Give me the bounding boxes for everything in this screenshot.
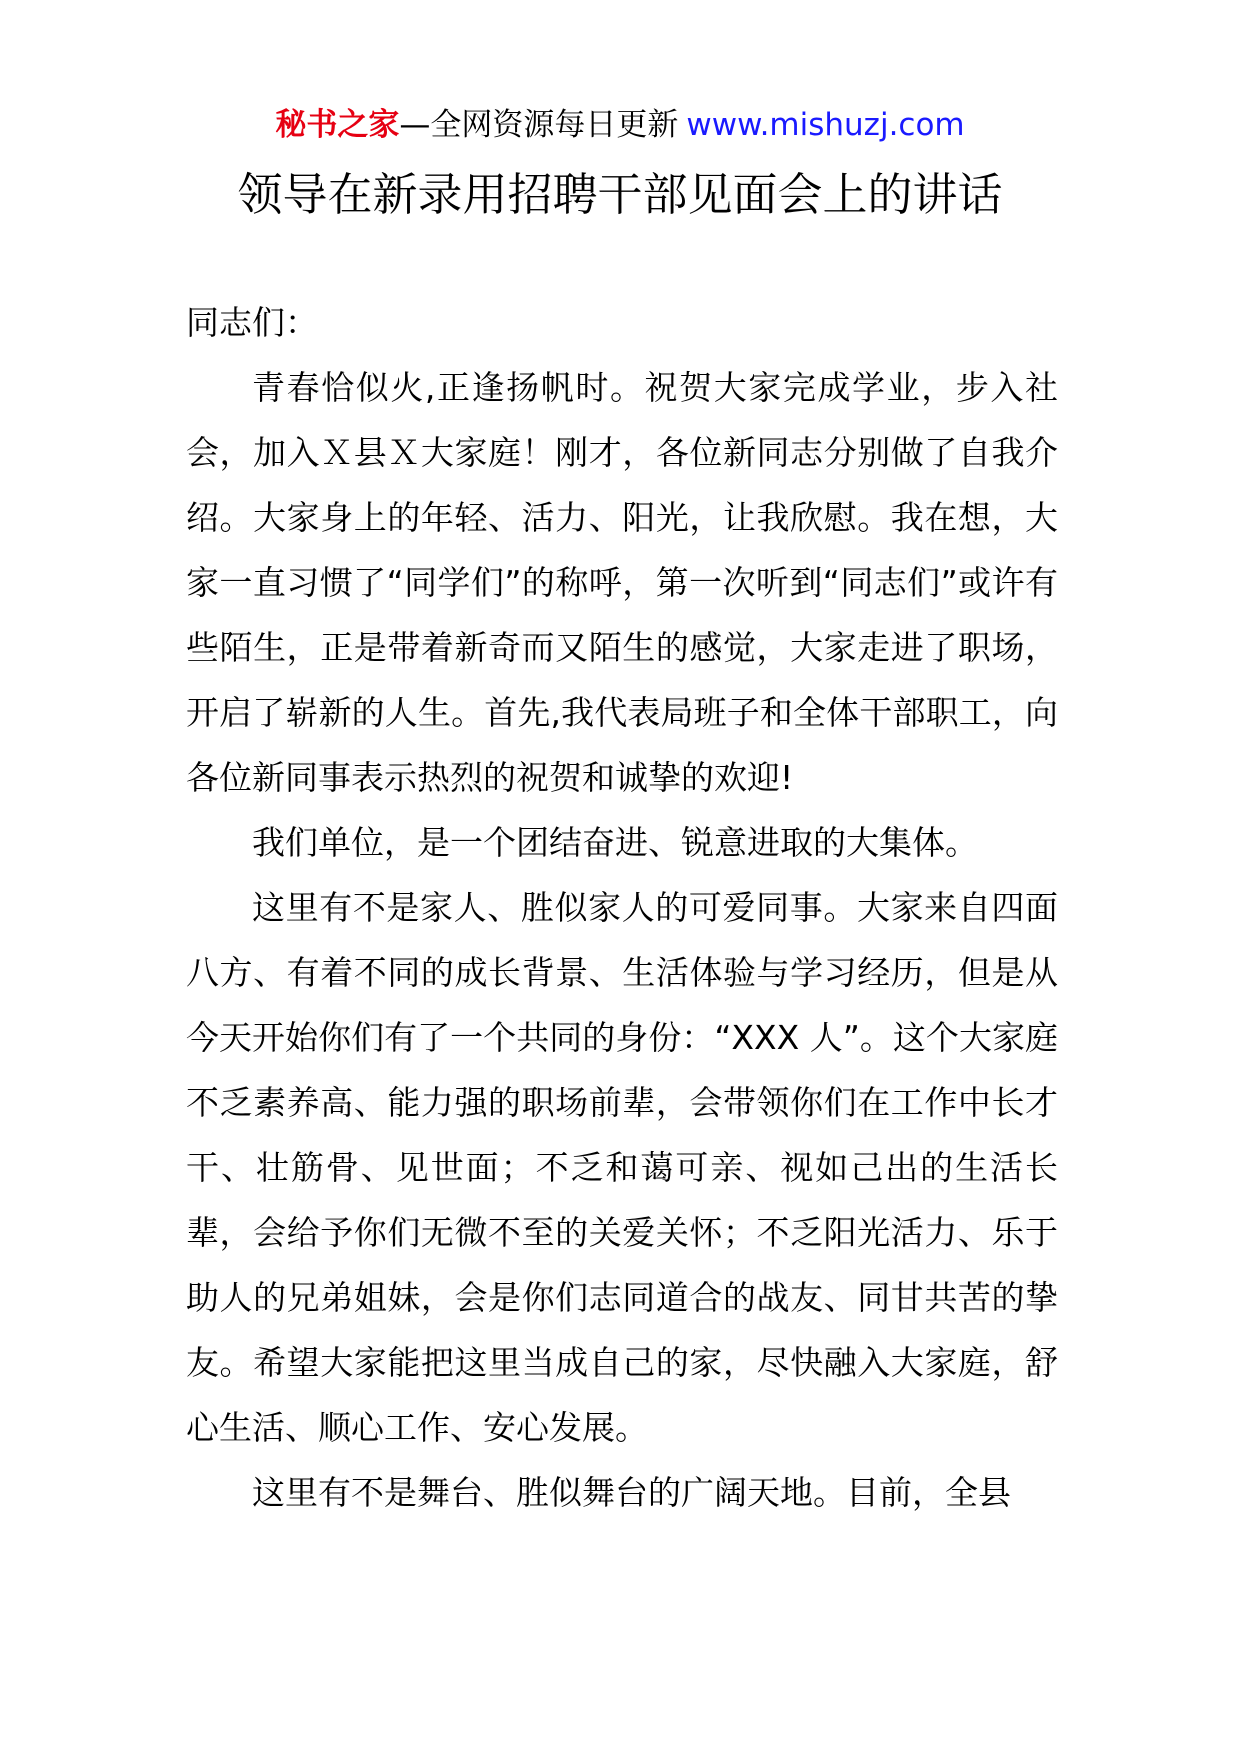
site-brand: 秘书之家 <box>275 107 400 143</box>
document-title: 领导在新录用招聘干部见面会上的讲话 <box>237 168 1003 221</box>
document-body <box>186 290 1058 1525</box>
paragraph: 这里有不是舞台、胜似舞台的广阔天地。目前，全县 <box>252 1473 1011 1512</box>
paragraph: 我们单位，是一个团结奋进、锐意进取的大集体。 <box>252 823 978 862</box>
site-url-link[interactable]: www.mishuzj.com <box>686 107 965 143</box>
site-header <box>0 98 1240 152</box>
paragraph: 青春恰似火,正逢扬帆时。祝贺大家完成学业，步入社会，加入Ｘ县Ｘ大家庭！刚才，各位新同志分别做了自我介绍。大家身上的年轻、活力、阳光，让我欣慰。我在想，大家一直习惯了“同学们”的称呼，第一次听到“同志们”或许有些陌生，正是带着新奇而又陌生的感觉，大家走进了职场，开启了崭新的人生。首先,我代表局班子和全体干部职工，向各位新同事表示热烈的祝贺和诚挚的欢迎! <box>186 368 1058 797</box>
salutation: 同志们： <box>186 303 318 342</box>
paragraph: 这里有不是家人、胜似家人的可爱同事。大家来自四面八方、有着不同的成长背景、生活体验与学习经历，但是从今天开始你们有了一个共同的身份：“XXX 人”。这个大家庭不乏素养高、能力强的职场前辈，会带领你们在工作中长才干、壮筋骨、见世面；不乏和蔼可亲、视如己出的生活长辈，会给予你们无微不至的关爱关怀；不乏阳光活力、乐于助人的兄弟姐妹，会是你们志同道合的战友、同甘共苦的挚友。希望大家能把这里当成自己的家，尽快融入大家庭，舒心生活、顺心工作、安心发展。 <box>186 888 1058 1447</box>
site-tagline: —全网资源每日更新 <box>399 107 679 143</box>
